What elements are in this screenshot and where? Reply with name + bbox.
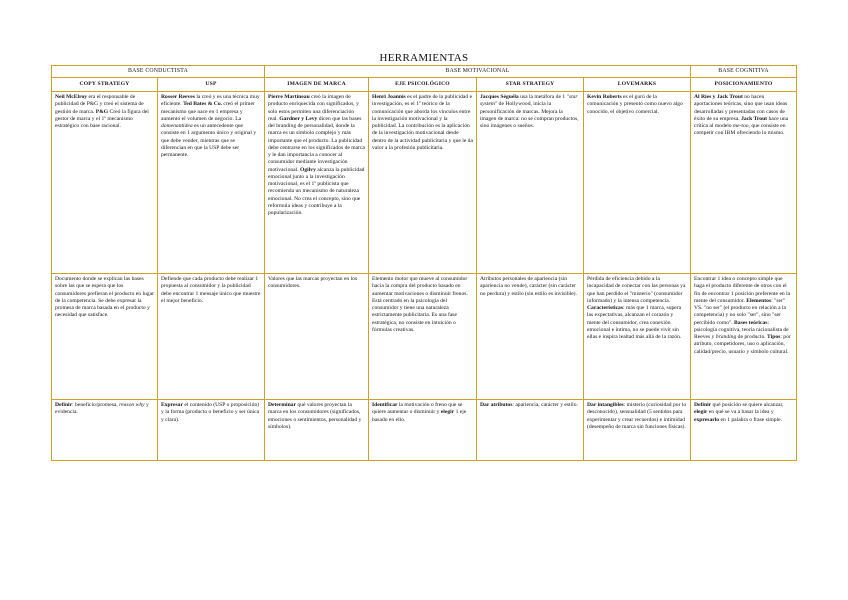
table-row-formula bbox=[52, 400, 797, 461]
table-cell: Atributos personales de apariencia (sin apariencia no vende), carácter (sin carácter no perdura) y estilo (sin estilo es invisible). bbox=[477, 274, 584, 400]
column-header: USP bbox=[158, 78, 265, 92]
table-cell: Rosser Reeves la creó y es una técnica muy eficiente. Ted Bates & Co. creó el primer mecanismo que nace en 1 empresa y aumentó el volumen de negocio. La domenantidea es un antecedente que consiste en 1 argumento único y original y que debe vender, mientras que se diferencian en que la USP debe ser permanente. bbox=[158, 92, 265, 274]
table-cell: Expresar el contenido (USP o proposición) y la forma (producto o beneficio y ser única y clara). bbox=[158, 400, 265, 461]
column-header: EJE PSICOLÓGICO bbox=[369, 78, 477, 92]
table-cell: Valores que las marcas proyectan en los consumidores. bbox=[265, 274, 369, 400]
table-cell: Pérdida de eficiencia debido a la incapacidad de conectar con las personas ya que han perdido el "misterio" (consumidor informado) y la intensa competencia. Características: más que 1 marca, supera las expectativas, alcanzan el corazón y mente del consumidor, crea conexión emocional e íntima, no se puede vivir sin ellas e inspira lealtad más allá de la razón. bbox=[584, 274, 691, 400]
group-motivacional: BASE MOTIVACIONAL bbox=[265, 66, 691, 78]
table-cell: Identificar la motivación o freno que se quiere aumentar o disminuir y elegir 1 eje basado en ello. bbox=[369, 400, 477, 461]
table-cell: Encontrar 1 idea o concepto simple que haga el producto diferente de otros con el fin de encontrar 1 posición preferente en la mente del consumidor. Elementos: "ser" VS. "no ser" (el producto en relación a la competencia) y no solo "ser", sino "ser percibido como". Bases teóricas: psicología cognitiva, teoría racionalista de Reeves y branding de producto. Tipos: por atributo, competidores, uso o aplicación, calidad/precio, usuario y símbolo cultural. bbox=[691, 274, 797, 400]
tools-table bbox=[51, 65, 797, 461]
table-cell: Pierre Martineau creó la imagen de producto enriquecida con significados, y solo estos permiten una diferenciación real. Gardner y Levy dicen que las bases del branding de personalidad, donde la marca es un símbolo complejo y más importante que el producto. La publicidad debe centrarse en los significados de marca y le dan importancia a conocer al consumidor mediante investigación motivacional. Ogilvy alcanza la publicidad emocional junto a la investigación motivacional, es el 1º publicista que recomienda un mecanismo de naturaleza emocional. No crea el concepto, sino que reformula ideas y contribuye a la popularización. bbox=[265, 92, 369, 274]
column-header: IMAGEN DE MARCA bbox=[265, 78, 369, 92]
group-header-row bbox=[52, 66, 797, 78]
table-cell: Elemento motor que mueve al consumidor hacia la compra del producto basado en aumentar motivaciones o disminuir frenos. Está centrado en la psicología del consumidor y tiene una naturaleza estrictamente publicitaria. Es una fase estratégica, no consiste en intuición o fórmulas creativas. bbox=[369, 274, 477, 400]
table-cell: Definir: beneficio/promesa, reason why y evidencia. bbox=[52, 400, 158, 461]
table-row-definition bbox=[52, 274, 797, 400]
column-header-row bbox=[52, 78, 797, 92]
table-cell: Neil McElroy era el responsable de publicidad de P&G y creó el sistema de gestión de marca. P&G Creó la figura del gestor de marca y el 1º mecanismo estratégico con base racional. bbox=[52, 92, 158, 274]
table-cell: Jacques Séguéla usa la metáfora de 1 "star system" de Hollywood, inicia la personificación de marcas. Mejora la imagen de marca: no se compran productos, sino imágenes o sueños. bbox=[477, 92, 584, 274]
column-header: LOVEMARKS bbox=[584, 78, 691, 92]
group-cognitiva: BASE COGNITIVA bbox=[691, 66, 797, 78]
table-cell: Definir qué posición se quiere alcanzar, elegir en qué se va a basar la idea y expresarlo en 1 palabra o frase simple. bbox=[691, 400, 797, 461]
group-conductista: BASE CONDUCTISTA bbox=[52, 66, 265, 78]
table-row-origin bbox=[52, 92, 797, 274]
table-cell: Al Ries y Jack Trout no hacen aportaciones teóricas, sino que usan ideas desarrolladas y presentadas con casos de éxito de su empresa. Jack Trout hace una crítica al modelo me-too, que consiste en competir con IBM ofreciendo lo mismo. bbox=[691, 92, 797, 274]
column-header: COPY STRATEGY bbox=[52, 78, 158, 92]
page-title: HERRAMIENTAS bbox=[379, 52, 469, 64]
table-cell: Kevin Roberts es el gurú de la comunicación y presentó como nuevo algo conocido, el objetivo comercial. bbox=[584, 92, 691, 274]
table-cell: Dar atributos: apariencia, carácter y estilo. bbox=[477, 400, 584, 461]
column-header: STAR STRATEGY bbox=[477, 78, 584, 92]
table-cell: Defiende que cada producto debe realizar 1 propuesta al consumidor y la publicidad debe encontrar 1 mensaje único que muestre el mejor beneficio. bbox=[158, 274, 265, 400]
table-cell: Determinar qué valores proyectan la marca en los consumidores (significados, emociones o sentimientos, personalidad y símbolos). bbox=[265, 400, 369, 461]
table-cell: Documento donde se explican las bases sobre las que se espera que los consumidores prefieran el producto en lugar de la competencia. Se debe expresar la promesa de marca basada en el producto y necesidad que satisface. bbox=[52, 274, 158, 400]
table-cell: Dar intangibles: misterio (curiosidad por lo desconocido), sensualidad (5 sentidos para experimentar y crear recuerdos) e intimidad (desempeño de marca sin funciones físicas). bbox=[584, 400, 691, 461]
table-cell: Henri Joannis es el padre de la publicidad e investigación, es el 1º teórico de la comunicación que aborda los vínculos entre la investigación motivacional y la publicidad. La contribución es la aplicación de la investigación motivacional desde dentro de la actividad publicitaria y que le da valor a la profesión publicitaria. bbox=[369, 92, 477, 274]
column-header: POSICIONAMIENTO bbox=[691, 78, 797, 92]
